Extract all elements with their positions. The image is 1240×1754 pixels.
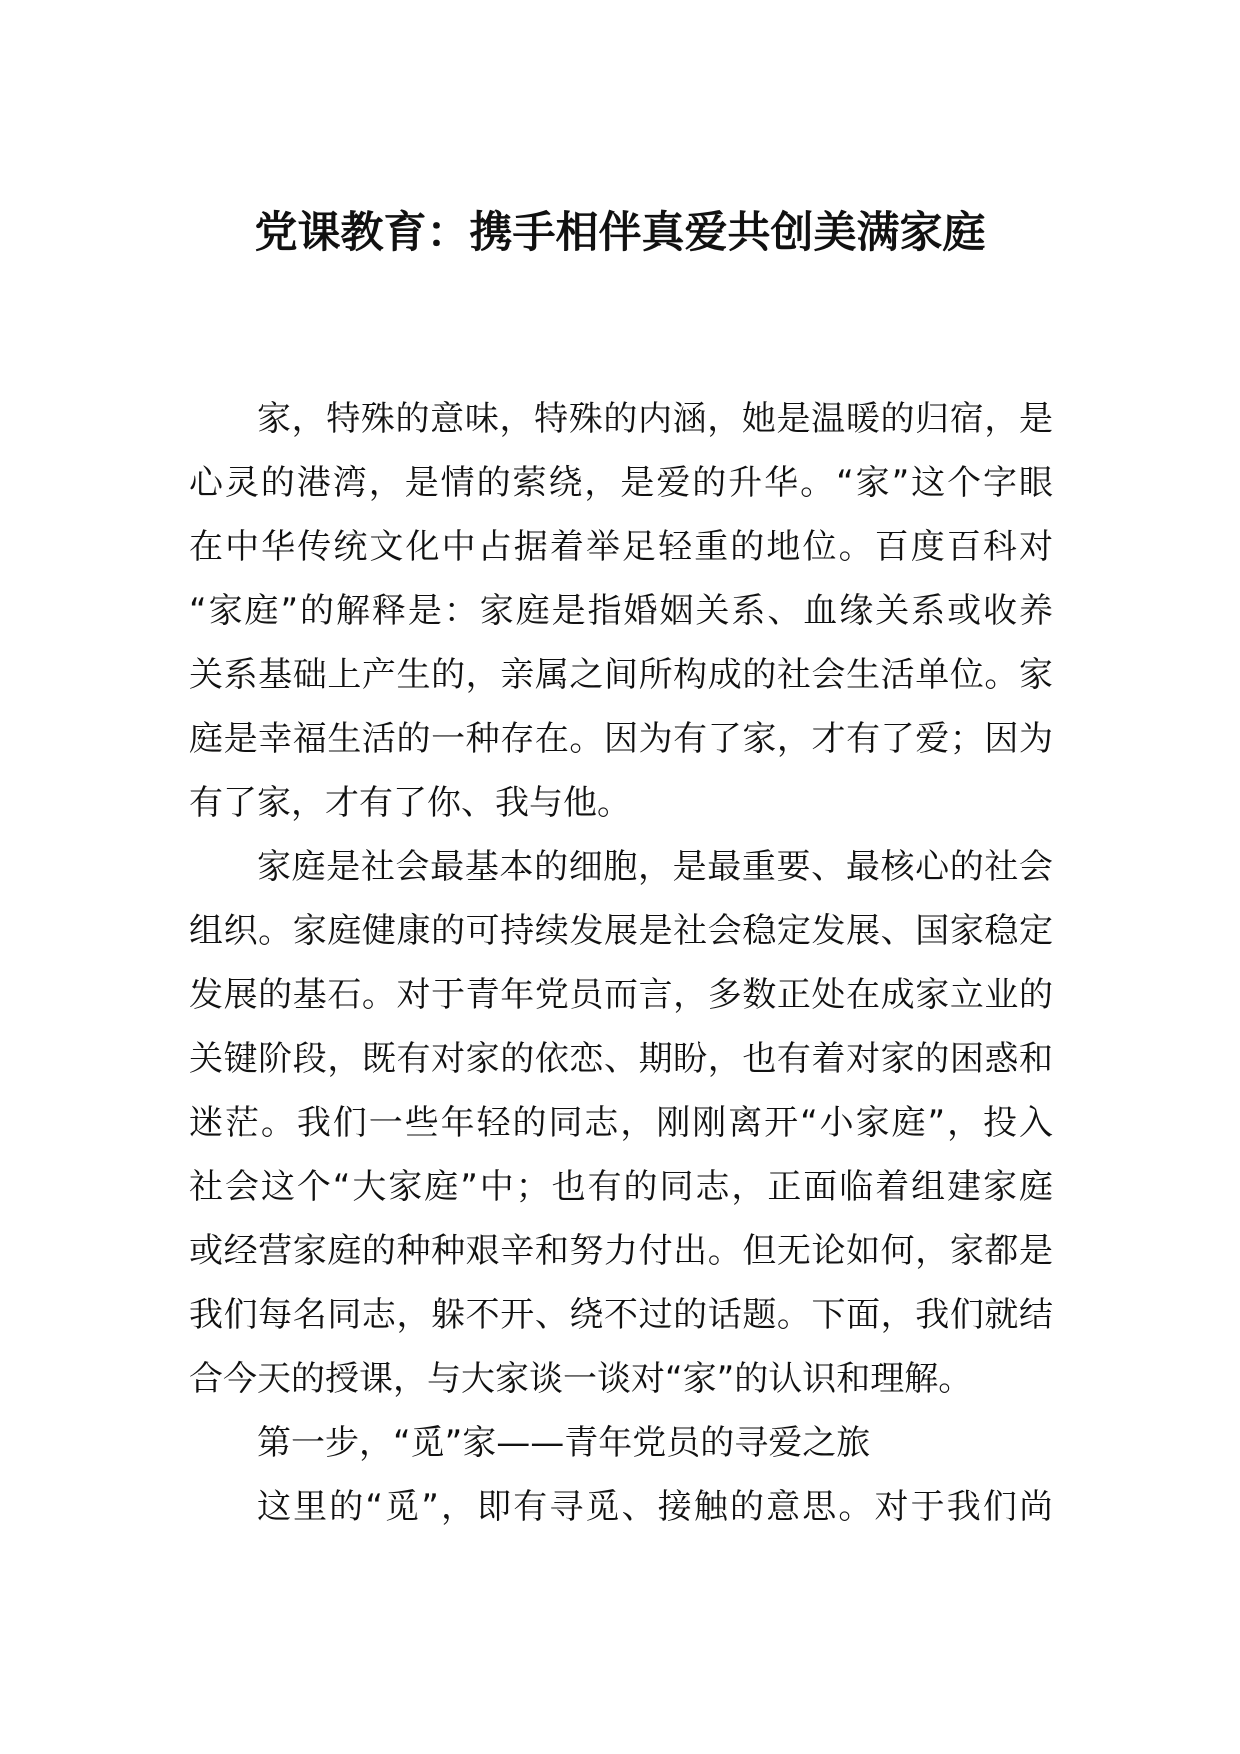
paragraph-line: 发展的基石。对于青年党员而言，多数正处在成家立业的: [189, 975, 1053, 1015]
paragraph-line: 社会这个“大家庭”中；也有的同志，正面临着组建家庭: [189, 1167, 1053, 1207]
paragraph-line: 合今天的授课，与大家谈一谈对“家”的认识和理解。: [189, 1359, 973, 1399]
paragraph-line: 庭是幸福生活的一种存在。因为有了家，才有了爱；因为: [189, 719, 1053, 759]
document-body: [189, 387, 1053, 1539]
paragraph-line: 家，特殊的意味，特殊的内涵，她是温暖的归宿，是: [257, 399, 1053, 439]
paragraph-line: 关键阶段，既有对家的依恋、期盼，也有着对家的困惑和: [189, 1039, 1053, 1079]
paragraph-line: 我们每名同志，躲不开、绕不过的话题。下面，我们就结: [189, 1295, 1053, 1335]
paragraph-line: 家庭是社会最基本的细胞，是最重要、最核心的社会: [257, 847, 1053, 887]
document-title: 党课教育：携手相伴真爱共创美满家庭: [254, 208, 986, 258]
paragraph-line: 关系基础上产生的，亲属之间所构成的社会生活单位。家: [189, 655, 1053, 695]
paragraph-line: 有了家，才有了你、我与他。: [189, 783, 631, 823]
paragraph-line: 心灵的港湾，是情的萦绕，是爱的升华。“家”这个字眼: [189, 463, 1053, 503]
paragraph-line: 组织。家庭健康的可持续发展是社会稳定发展、国家稳定: [189, 911, 1053, 951]
paragraph-line: 在中华传统文化中占据着举足轻重的地位。百度百科对: [189, 527, 1053, 567]
paragraph-line: 或经营家庭的种种艰辛和努力付出。但无论如何，家都是: [189, 1231, 1053, 1271]
paragraph-line: “家庭”的解释是：家庭是指婚姻关系、血缘关系或收养: [189, 591, 1053, 631]
section-heading: 第一步，“觅”家——青年党员的寻爱之旅: [257, 1423, 871, 1463]
paragraph-line: 迷茫。我们一些年轻的同志，刚刚离开“小家庭”，投入: [189, 1103, 1053, 1143]
paragraph-line: 这里的“觅”，即有寻觅、接触的意思。对于我们尚: [257, 1487, 1053, 1527]
